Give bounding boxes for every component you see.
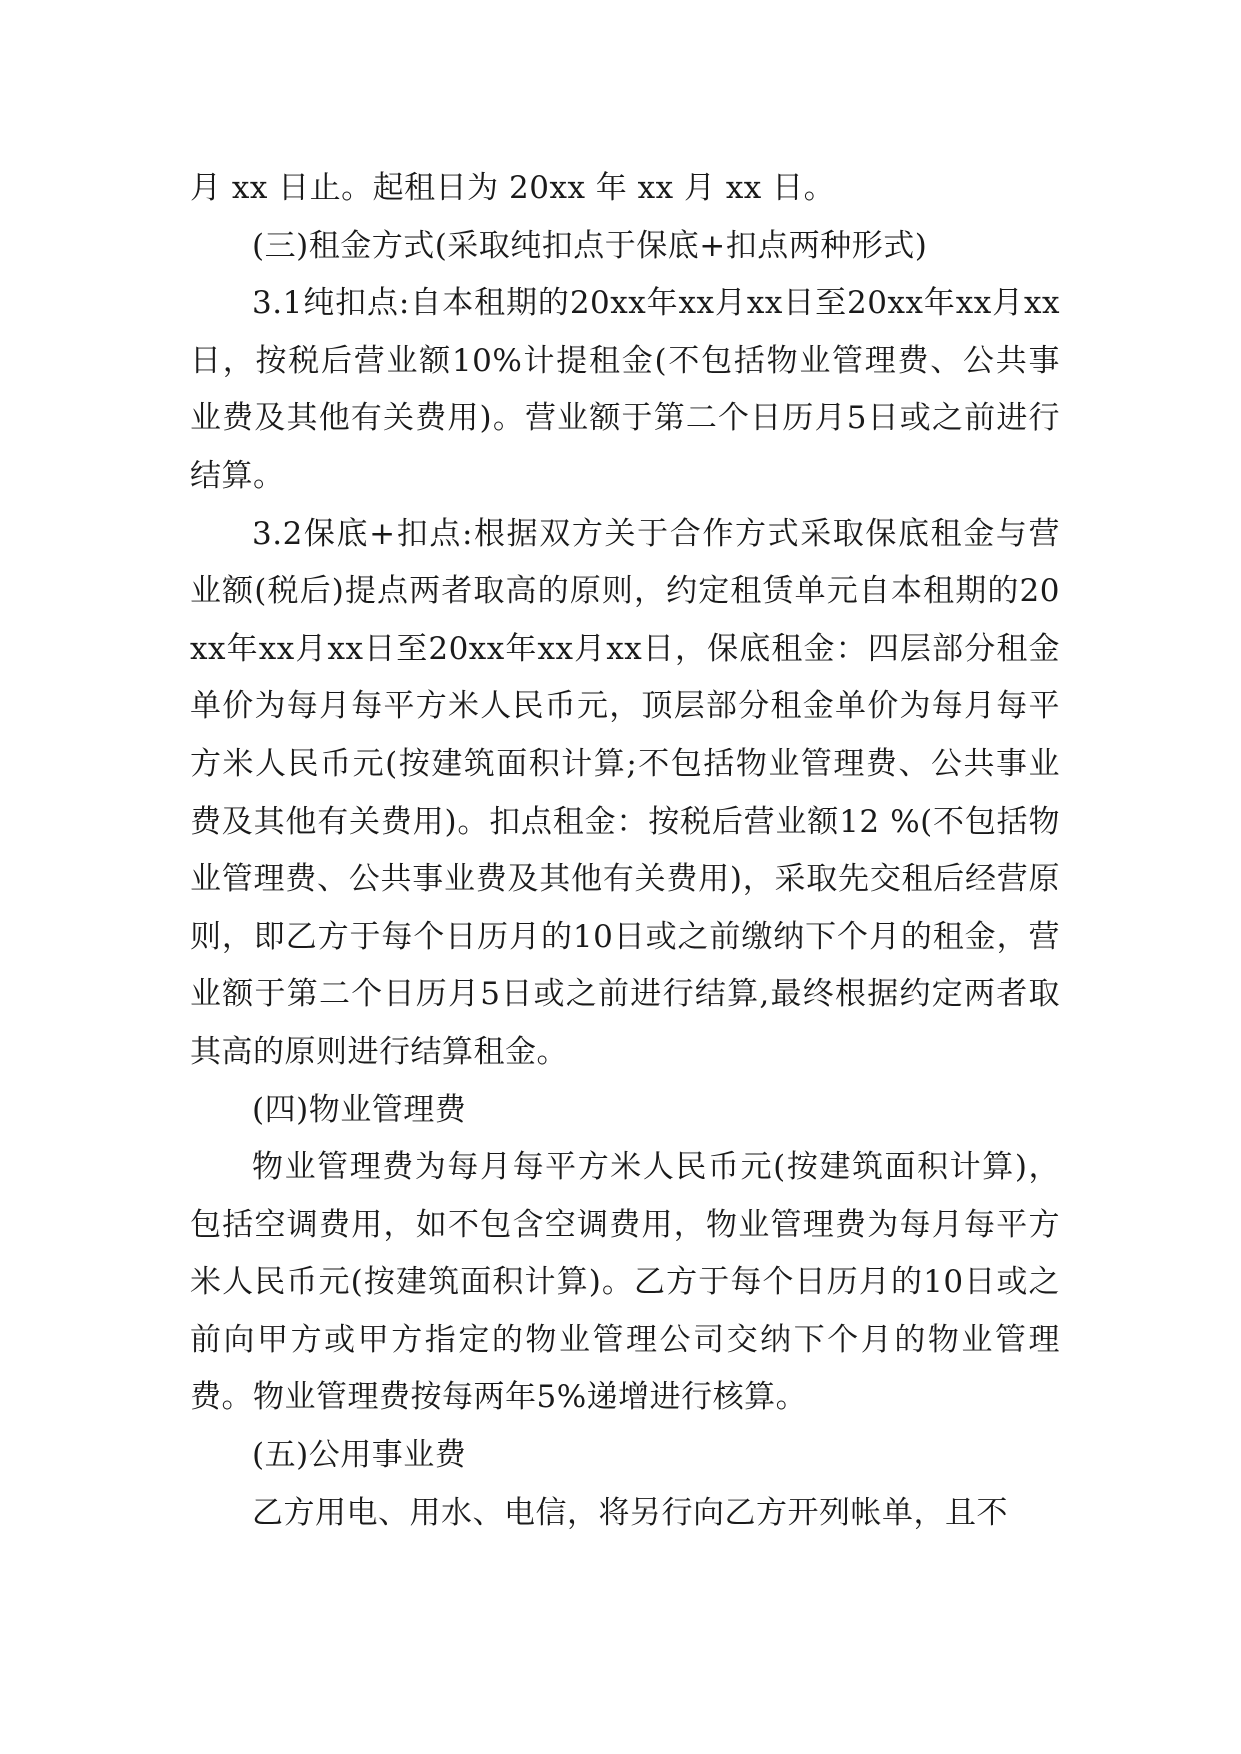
paragraph-lease-end-date: 月 xx 日止。起租日为 20xx 年 xx 月 xx 日。	[190, 170, 836, 206]
paragraph-property-management-fee: 物业管理费为每月每平方米人民币元(按建筑面积计算)，包括空调费用，如不包含空调费用，物业管理费为每月每平方米人民币元(按建筑面积计算)。乙方于每个日历月的10日或之前向甲方或甲方指定的物业管理公司交纳下个月的物业管理费。物业管理费按每两年5%递增进行核算。	[190, 1149, 1060, 1416]
heading-rent-method: (三)租金方式(采取纯扣点于保底+扣点两种形式)	[252, 227, 928, 264]
paragraph-pure-commission: 3.1纯扣点:自本租期的20xx年xx月xx日至20xx年xx月xx日，按税后营业额10%计提租金(不包括物业管理费、公共事业费及其他有关费用)。营业额于第二个日历月5日或之前进行结算。	[190, 285, 1060, 494]
paragraph-utilities-fee: 乙方用电、用水、电信，将另行向乙方开列帐单，且不	[252, 1494, 1008, 1531]
heading-property-management-fee: (四)物业管理费	[252, 1091, 467, 1128]
paragraph-guarantee-plus-commission: 3.2保底+扣点:根据双方关于合作方式采取保底租金与营业额(税后)提点两者取高的原则，约定租赁单元自本租期的20xx年xx月xx日至20xx年xx月xx日，保底租金：四层部分租金单价为每月每平方米人民币元，顶层部分租金单价为每月每平方米人民币元(按建筑面积计算;不包括物业管理费、公共事业费及其他有关费用)。扣点租金：按税后营业额12 %(不包括物业管理费、公共事业费及其他有关费用)，采取先交租后经营原则，即乙方于每个日历月的10日或之前缴纳下个月的租金，营业额于第二个日历月5日或之前进行结算,最终根据约定两者取其高的原则进行结算租金。	[190, 515, 1060, 1070]
document-body	[190, 160, 1060, 1542]
heading-utilities-fee: (五)公用事业费	[252, 1437, 467, 1474]
